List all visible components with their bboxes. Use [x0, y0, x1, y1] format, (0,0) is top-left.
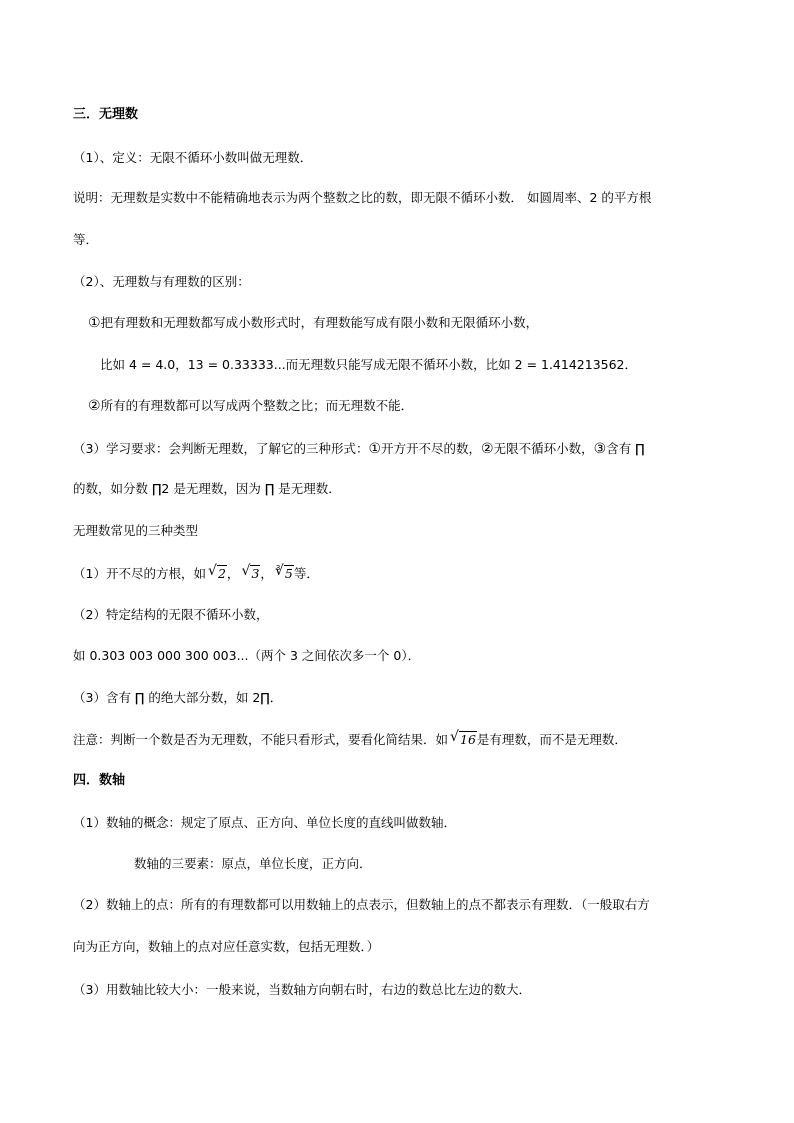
- difference-item-1-text: 把有理数和无理数都写成小数形式时，有理数能写成有限小数和无限循环小数，: [100, 315, 539, 330]
- requirement-form-3: 含有 ∏: [606, 441, 645, 456]
- radicand: 5: [284, 566, 293, 581]
- cube-root-5: [275, 565, 294, 582]
- section-3-heading: 三．无理数: [73, 107, 139, 122]
- explanation-line-1: 说明：无理数是实数中不能精确地表示为两个整数之比的数，即无限不循环小数． 如圆周率、2 的平方根: [73, 190, 652, 205]
- type-3: （3）含有 ∏ 的绝大部分数，如 2∏．: [73, 690, 283, 705]
- types-title: 无理数常见的三种类型: [73, 523, 199, 538]
- circled-number-2: ②: [88, 398, 101, 414]
- number-line-compare: （3）用数轴比较大小：一般来说，当数轴方向朝右时，右边的数总比左边的数大．: [73, 982, 531, 997]
- circled-number-2: ②: [481, 441, 494, 457]
- type-1-text: （1）开不尽的方根，如: [73, 566, 206, 581]
- separator: ，: [226, 566, 240, 581]
- difference-item-1: [88, 315, 538, 331]
- difference-item-2-text: 所有的有理数都可以写成两个整数之比；而无理数不能．: [100, 398, 414, 413]
- square-root-2: [208, 565, 227, 582]
- radicand: 16: [460, 732, 476, 747]
- requirement-form-2: 无限不循环小数，: [493, 441, 594, 456]
- radicand: 3: [251, 566, 260, 581]
- learning-requirement-line-2: 的数，如分数 ∏2 是无理数，因为 ∏ 是无理数．: [73, 481, 341, 496]
- attention-note-suffix: 是有理数，而不是无理数．: [476, 732, 627, 747]
- requirement-form-1: 开方开不尽的数，: [381, 441, 482, 456]
- difference-item-1-example: 比如 4 = 4.0，13 = 0.33333...而无理数只能写成无限不循环小数，比如 2 = 1.414213562．: [100, 357, 638, 372]
- attention-note-text: 注意：判断一个数是否为无理数，不能只看形式，要看化简结果．如: [73, 732, 449, 747]
- number-line-elements: 数轴的三要素：原点，单位长度，正方向．: [134, 856, 372, 871]
- number-line-points-line-1: （2）数轴上的点：所有的有理数都可以用数轴上的点表示，但数轴上的点不都表示有理数．（一般取右方: [73, 897, 650, 912]
- radicand: 2: [217, 566, 226, 581]
- section-4-heading: 四．数轴: [73, 773, 126, 788]
- circled-number-3: ③: [593, 441, 607, 457]
- learning-requirement-line-1: [73, 441, 645, 457]
- square-root-3: [241, 565, 260, 582]
- attention-note: [73, 731, 627, 748]
- type-1-roots: [73, 565, 319, 582]
- circled-number-1: ①: [88, 315, 101, 331]
- separator: ，: [260, 566, 273, 581]
- difference-title: （2）、无理数与有理数的区别：: [73, 274, 250, 289]
- requirement-intro: （3）学习要求：会判断无理数，了解它的三种形式：: [73, 441, 369, 456]
- root-index: √ 3: [275, 564, 281, 572]
- number-line-points-line-2: 向为正方向，数轴上的点对应任意实数，包括无理数．）: [73, 939, 380, 954]
- difference-item-2: [88, 398, 413, 414]
- definition-paragraph: （1）、定义：无限不循环小数叫做无理数．: [73, 150, 313, 165]
- number-line-concept: （1）数轴的概念：规定了原点、正方向、单位长度的直线叫做数轴．: [73, 815, 456, 830]
- square-root-16: [450, 731, 477, 748]
- circled-number-1: ①: [368, 441, 382, 457]
- type-2-example: 如 0.303 003 000 300 003...（两个 3 之间依次多一个 0）．: [73, 648, 421, 663]
- explanation-line-2: 等．: [73, 232, 99, 247]
- type-2-title: （2）特定结构的无限不循环小数，: [73, 607, 269, 622]
- type-1-suffix: 等．: [293, 566, 319, 581]
